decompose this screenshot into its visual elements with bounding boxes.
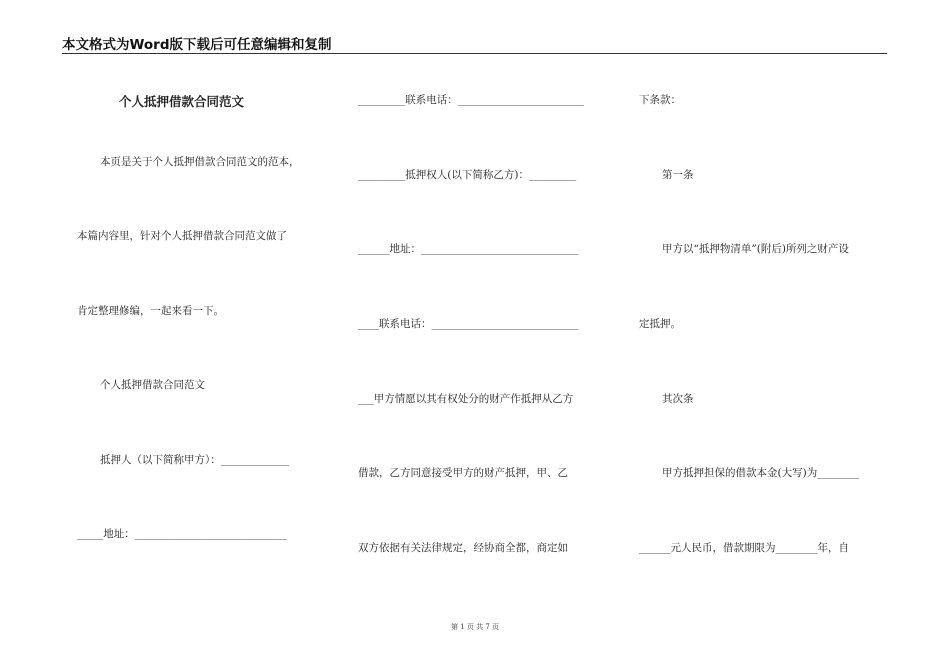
paragraph-line: 甲方抵押担保的借款本金(大写)为________ [662, 467, 860, 479]
form-field-line: _____地址：_____________________________ [77, 528, 287, 540]
form-field-line: ______地址：______________________________ [358, 243, 579, 255]
paragraph-line: 本页是关于个人抵押借款合同范文的范本， [100, 156, 300, 168]
paragraph-line: ___甲方情愿以其有权处分的财产作抵押从乙方 [358, 393, 574, 405]
paragraph-line: 本篇内容里，针对个人抵押借款合同范文做了 [77, 230, 287, 242]
form-field-line: _________抵押权人(以下简称乙方)：_________ [358, 169, 577, 181]
article-heading: 第一条 [662, 169, 694, 181]
paragraph-line: 定抵押。 [639, 318, 681, 330]
form-field-line: _________联系电话：________________________ [358, 94, 584, 106]
paragraph-line: 肯定整理修编，一起来看一下。 [77, 305, 224, 317]
paragraph-line: 甲方以“抵押物清单”(附后)所列之财产设 [662, 243, 849, 255]
section-heading: 个人抵押借款合同范文 [100, 379, 205, 391]
article-heading: 其次条 [662, 393, 694, 405]
document-header: 本文格式为Word版下载后可任意编辑和复制 [62, 33, 887, 54]
paragraph-line: 下条款： [639, 94, 681, 106]
document-title: 个人抵押借款合同范文 [119, 94, 245, 109]
paragraph-line: 借款，乙方同意接受甲方的财产抵押，甲、乙 [358, 467, 568, 479]
paragraph-line: 双方依据有关法律规定，经协商全都，商定如 [358, 542, 568, 554]
form-field-line: ____联系电话：____________________________ [358, 318, 579, 330]
form-field-line: 抵押人（以下简称甲方）：_____________ [100, 454, 289, 466]
paragraph-line: ______元人民币，借款期限为________年，自 [639, 542, 849, 554]
page-number: 第 1 页 共 7 页 [450, 623, 500, 631]
